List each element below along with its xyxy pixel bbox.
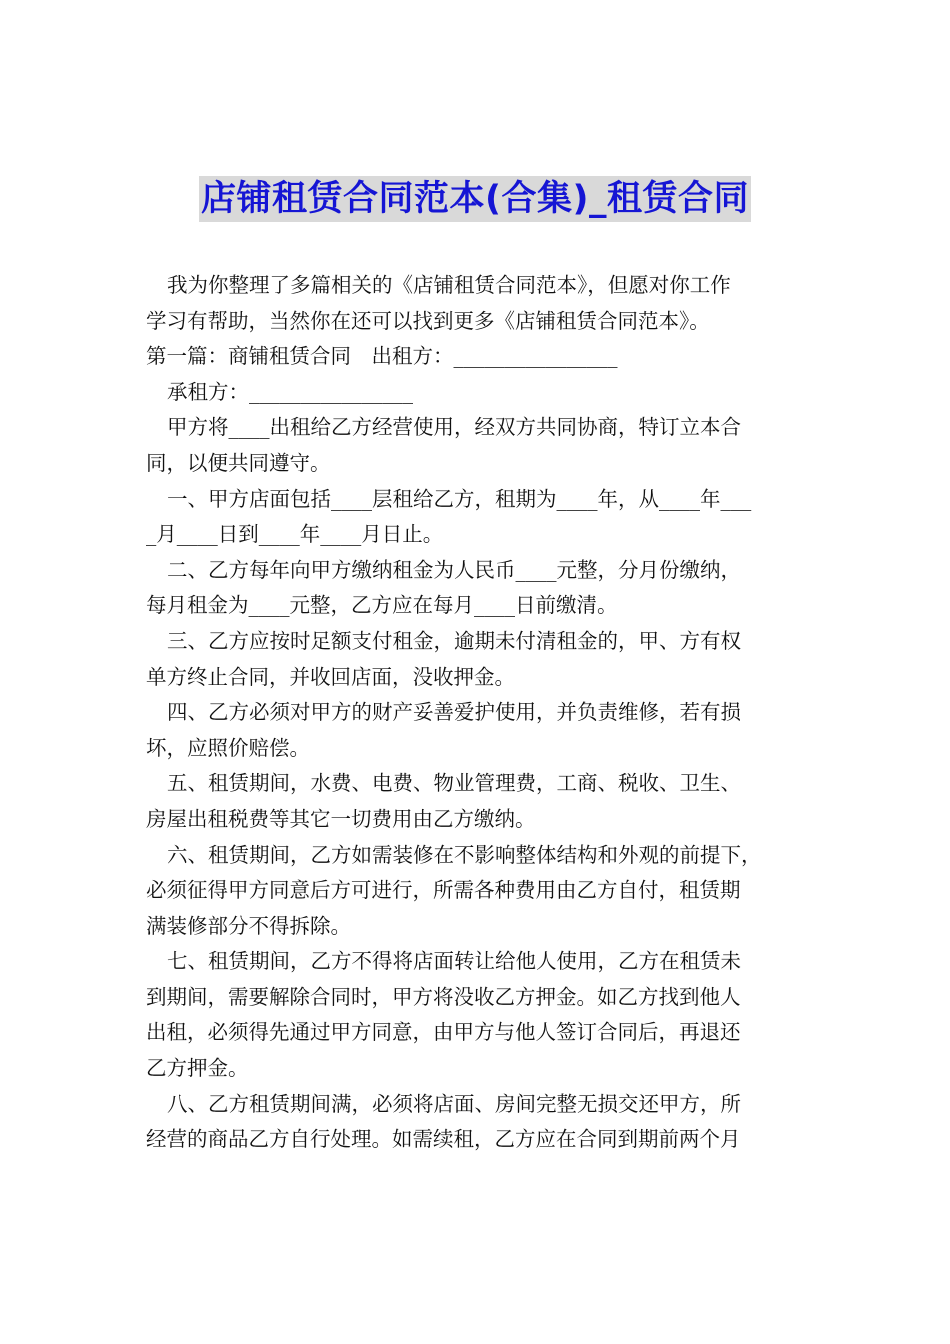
document-body (146, 268, 812, 1158)
paragraph-line: 同，以便共同遵守。 (146, 450, 331, 475)
paragraph-line: 承租方：________________ (167, 379, 413, 404)
paragraph-line: _月____日到____年____月日止。 (146, 522, 444, 547)
paragraph-line: 七、租赁期间，乙方不得将店面转让给他人使用，乙方在租赁未 (167, 949, 741, 974)
paragraph-line: 八、乙方租赁期间满，必须将店面、房间完整无损交还甲方，所 (167, 1091, 741, 1116)
paragraph-line: 每月租金为____元整，乙方应在每月____日前缴清。 (146, 593, 618, 618)
paragraph-line: 三、乙方应按时足额支付租金，逾期未付清租金的，甲、方有权 (167, 628, 741, 653)
title-container (0, 176, 950, 222)
paragraph-line: 经营的商品乙方自行处理。如需续租，乙方应在合同到期前两个月 (146, 1127, 741, 1152)
paragraph-line: 第一篇：商铺租赁合同 出租方：________________ (146, 344, 618, 369)
paragraph-line: 出租，必须得先通过甲方同意，由甲方与他人签订合同后，再退还 (146, 1020, 741, 1045)
paragraph-line: 甲方将____出租给乙方经营使用，经双方共同协商，特订立本合 (167, 415, 741, 440)
paragraph-line: 满装修部分不得拆除。 (146, 913, 351, 938)
document-title: 店铺租赁合同范本(合集)_租赁合同 (199, 176, 751, 222)
paragraph-line: 乙方押金。 (146, 1056, 249, 1081)
paragraph-line: 必须征得甲方同意后方可进行，所需各种费用由乙方自付，租赁期 (146, 878, 741, 903)
paragraph-line: 五、租赁期间，水费、电费、物业管理费，工商、税收、卫生、 (167, 771, 741, 796)
paragraph-line: 单方终止合同，并收回店面，没收押金。 (146, 664, 515, 689)
paragraph-line: 学习有帮助，当然你在还可以找到更多《店铺租赁合同范本》。 (146, 308, 710, 333)
paragraph-line: 一、甲方店面包括____层租给乙方，租期为____年，从____年___ (167, 486, 752, 511)
paragraph-line: 房屋出租税费等其它一切费用由乙方缴纳。 (146, 806, 536, 831)
paragraph-line: 六、租赁期间，乙方如需装修在不影响整体结构和外观的前提下， (167, 842, 762, 867)
paragraph-line: 到期间，需要解除合同时，甲方将没收乙方押金。如乙方找到他人 (146, 984, 741, 1009)
paragraph-line: 我为你整理了多篇相关的《店铺租赁合同范本》，但愿对你工作 (167, 273, 731, 297)
paragraph-line: 二、乙方每年向甲方缴纳租金为人民币____元整，分月份缴纳， (167, 557, 741, 582)
paragraph-line: 四、乙方必须对甲方的财产妥善爱护使用，并负责维修，若有损 (167, 700, 741, 725)
paragraph-line: 坏，应照价赔偿。 (146, 735, 310, 760)
